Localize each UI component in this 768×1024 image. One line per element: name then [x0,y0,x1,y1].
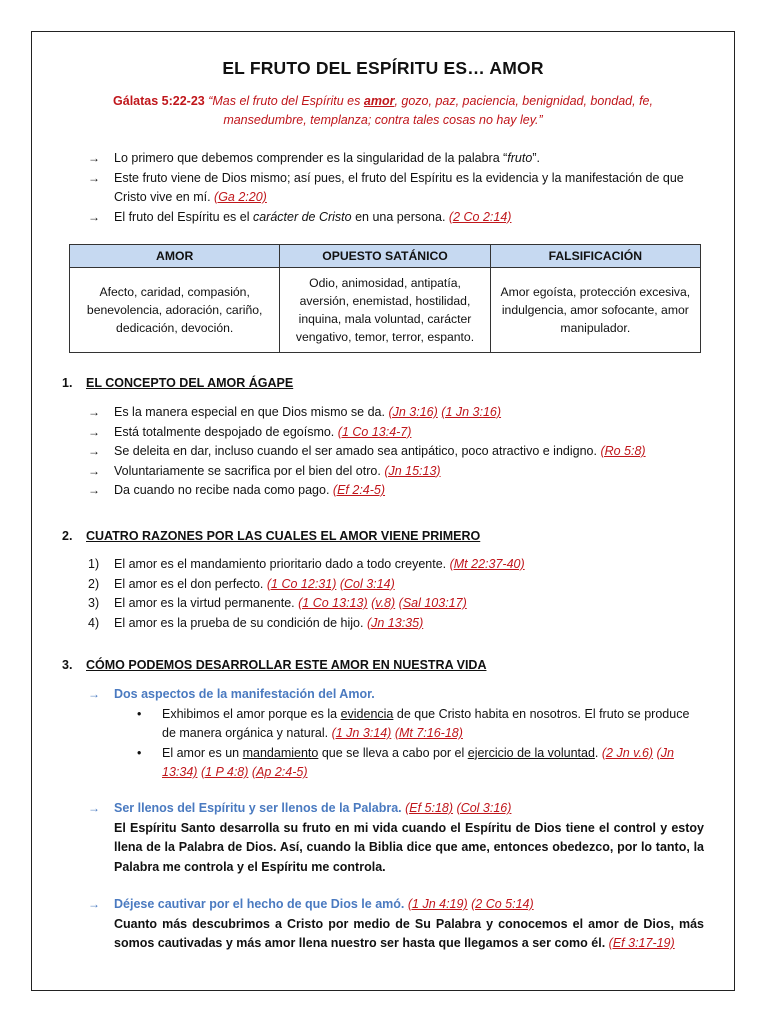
scripture-link[interactable]: (2 Co 2:14) [448,209,512,224]
arrow-icon: → [88,444,100,458]
list-item: → Este fruto viene de Dios mismo; así pues, el fruto del Espíritu es la evidencia y la manifestación de que Cristo vive en mí. (Ga 2:20) [88,170,684,204]
scripture-link[interactable]: (Ef 5:18) [405,801,454,815]
scripture-link[interactable]: (2 Jn v.6) [601,745,654,760]
list-item: 1) El amor es el mandamiento prioritario dado a todo creyente. (Mt 22:37-40) [88,557,525,571]
list-item: → Es la manera especial en que Dios mismo se da. (Jn 3:16) (1 Jn 3:16) [88,403,706,423]
scripture-link[interactable]: (1 Jn 3:14) [331,726,392,740]
scripture-link[interactable]: (Jn 3:16) [388,405,438,419]
list-item: → Se deleita en dar, incluso cuando el ser amado sea antipático, poco atractivo e indigno. (Ro 5:8) [88,442,706,462]
scripture-link[interactable]: (v.8) [371,596,396,610]
scripture-link[interactable]: (Ga 2:20) [214,190,267,204]
arrow-icon: → [88,170,100,185]
arrow-icon: → [88,209,100,224]
list-item: → Está totalmente despojado de egoísmo. (1 Co 13:4-7) [88,423,706,443]
section-1-heading: 1. EL CONCEPTO DEL AMOR ÁGAPE [62,376,294,390]
list-item: 2) El amor es el don perfecto. (1 Co 12:31) (Col 3:14) [88,576,395,591]
intro-list [88,149,704,227]
subheading: Déjese cautivar por el hecho de que Dios le amó. [114,897,405,911]
bullet-item: • El amor es un mandamiento que se lleva a cabo por el ejercicio de la voluntad. (2 Jn v.6) (Jn 13:34) (1 P 4:8) (Ap 2:4-5) [137,745,674,779]
subheading: Dos aspectos de la manifestación del Amor. [114,687,375,701]
section-3-heading: 3. CÓMO PODEMOS DESARROLLAR ESTE AMOR EN NUESTRA VIDA [62,658,487,672]
bullet-icon: • [137,745,142,760]
table-header-amor: AMOR [70,245,280,268]
table-header-falsificacion: FALSIFICACIÓN [490,245,700,268]
paragraph: Cuanto más descubrimos a Cristo por medio de Su Palabra y conocemos el amor de Dios, más somos cautivadas y más amor llena nuestro ser hasta que llegamos a ser como él. (Ef 3:17-19) [114,916,704,950]
list-item: 3) El amor es la virtud permanente. (1 Co 13:13) (v.8) (Sal 103:17) [88,596,467,610]
document-page [31,31,735,991]
arrow-icon: → [88,424,100,439]
scripture-link[interactable]: (Sal 103:17) [398,596,467,610]
arrow-icon: → [88,687,100,701]
scripture-link[interactable]: (Mt 7:16-18) [394,726,463,740]
table-cell-falsificacion: Amor egoísta, protección excesiva, indulgencia, amor sofocante, amor manipulador. [490,268,700,353]
scripture-link[interactable]: (Jn 13:34) [162,745,674,779]
scripture-link[interactable]: (Col 3:14) [339,576,395,591]
table-cell-amor: Afecto, caridad, compasión, benevolencia, adoración, cariño, dedicación, devoción. [70,268,280,353]
section-2-list [88,555,706,633]
scripture-link[interactable]: (Ef 2:4-5) [332,483,386,497]
scripture-link[interactable]: (2 Co 5:14) [471,897,534,911]
section-3-sub-1 [88,685,704,783]
scripture-link[interactable]: (Ro 5:8) [600,444,646,458]
list-item: → Voluntariamente se sacrifica por el bien del otro. (Jn 15:13) [88,462,706,482]
scripture-link[interactable]: (Jn 15:13) [384,463,441,478]
scripture-link[interactable]: (Jn 13:35) [366,615,424,630]
scripture-link[interactable]: (Ef 3:17-19) [608,936,675,950]
table-cell-opuesto: Odio, animosidad, antipatía, aversión, enemistad, hostilidad, inquina, mala voluntad, carácter vengativo, temor, terror, espanto. [280,268,490,353]
key-verse [92,92,674,130]
paragraph: El Espíritu Santo desarrolla su fruto en mi vida cuando el Espíritu de Dios tiene el control y estoy llena de la Palabra de Dios. Así, cuando la Biblia dice que ame, entonces obedezco, por lo tanto, la Palabra me controla y el Espíritu me controla. [114,820,704,874]
scripture-link[interactable]: (1 Co 12:31) [266,576,337,591]
scripture-link[interactable]: (1 Co 13:13) [298,596,368,610]
scripture-link[interactable]: (Ap 2:4-5) [251,765,308,779]
section-2-heading: 2. CUATRO RAZONES POR LAS CUALES EL AMOR VIENE PRIMERO [62,529,481,543]
list-item: → Lo primero que debemos comprender es la singularidad de la palabra “fruto”. [88,149,704,169]
scripture-link[interactable]: (1 P 4:8) [200,765,249,779]
verse-amor: amor [363,94,395,108]
list-item: 4) El amor es la prueba de su condición de hijo. (Jn 13:35) [88,615,424,630]
list-item: → Da cuando no recibe nada como pago. (Ef 2:4-5) [88,481,706,501]
scripture-link[interactable]: (1 Jn 3:16) [441,405,502,419]
arrow-icon: → [88,463,100,478]
list-item: → El fruto del Espíritu es el carácter de Cristo en una persona. (2 Co 2:14) [88,208,704,228]
table-row [70,268,701,353]
arrow-icon: → [88,405,100,419]
section-3-sub-2 [88,799,704,877]
verse-text-start: “Mas el fruto del Espíritu es [208,94,361,108]
section-3-sub-3 [88,895,704,954]
table-header-opuesto: OPUESTO SATÁNICO [280,245,490,268]
arrow-icon: → [88,897,100,911]
arrow-icon: → [88,483,100,497]
arrow-icon: → [88,151,100,165]
arrow-icon: → [88,801,100,815]
section-1-list [88,403,706,501]
bullet-icon: • [137,706,142,721]
comparison-table [69,244,701,353]
verse-text-end: , gozo, paz, paciencia, benignidad, bondad, fe, mansedumbre, templanza; contra tales cosas no hay ley.” [223,94,653,127]
bullet-item: • Exhibimos el amor porque es la evidencia de que Cristo habita en nosotros. El fruto se produce de manera orgánica y natural. (1 Jn 3:14) (Mt 7:16-18) [137,706,690,740]
scripture-link[interactable]: (1 Co 13:4-7) [337,424,412,439]
scripture-link[interactable]: (1 Jn 4:19) [407,897,468,911]
subheading: Ser llenos del Espíritu y ser llenos de la Palabra. [114,801,402,815]
scripture-link[interactable]: (Col 3:16) [456,801,512,815]
verse-reference: Gálatas 5:22-23 [113,94,205,108]
scripture-link[interactable]: (Mt 22:37-40) [449,557,525,571]
page-title: EL FRUTO DEL ESPÍRITU ES… AMOR [222,58,544,78]
